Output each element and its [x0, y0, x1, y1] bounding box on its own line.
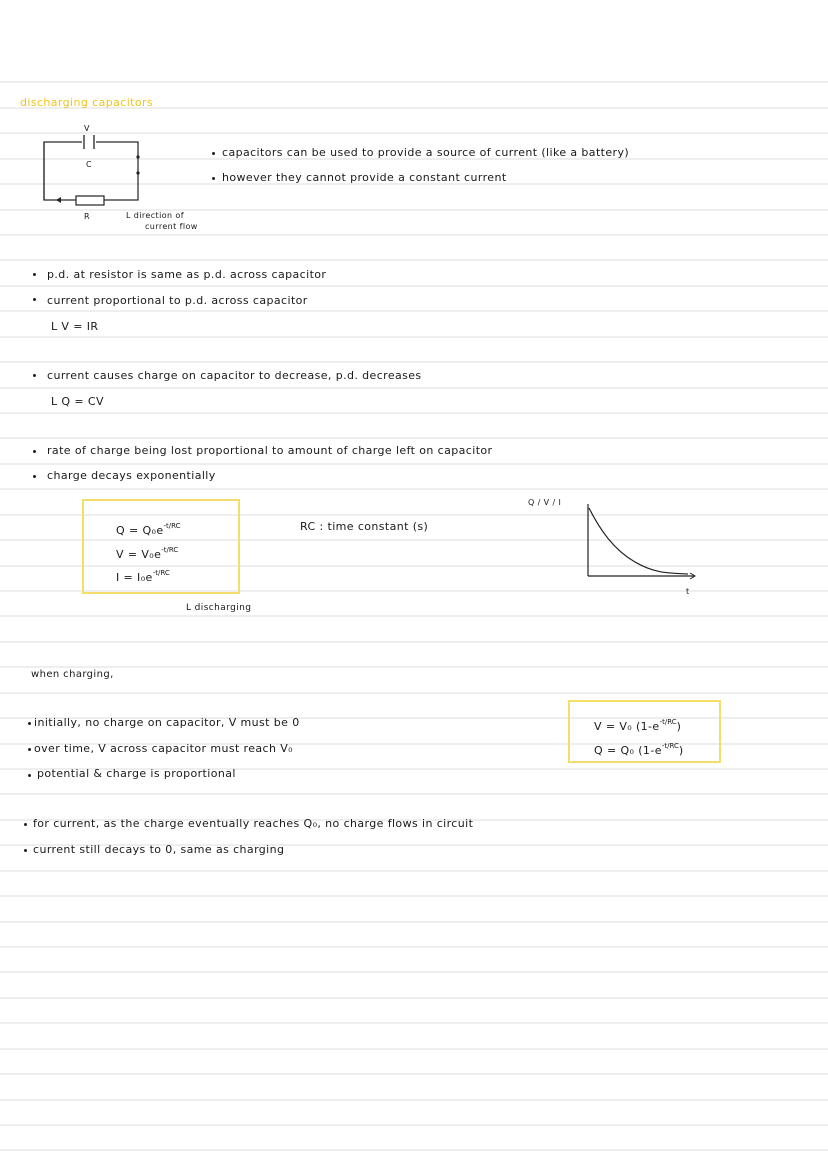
switch-node	[136, 171, 139, 174]
current-note-1: for current, as the charge eventually reaches Q₀, no charge flows in circuit	[33, 817, 474, 830]
decay-graph	[580, 500, 700, 585]
bullet-dot	[33, 298, 36, 301]
time-constant-note: RC : time constant (s)	[300, 520, 429, 533]
note-ohm: L V = IR	[51, 320, 99, 333]
charging-bullet-3: potential & charge is proportional	[37, 767, 236, 780]
bullet-dot	[33, 450, 36, 453]
decay-curve	[589, 508, 688, 574]
intro-bullet-2: however they cannot provide a constant current	[222, 171, 507, 184]
graph-y-label: Q / V / I	[528, 498, 562, 507]
bullet-dot	[212, 152, 215, 155]
equation-q: $Q = Q_0e^{-t/RC}$	[116, 522, 181, 537]
charging-equation-q: Q = Q₀ $(1-e^{-t/RC})$	[594, 742, 684, 757]
bullet-dot	[33, 475, 36, 478]
charging-bullet-2: over time, V across capacitor must reach V₀	[34, 742, 293, 755]
note-rate-lost: rate of charge being lost proportional to amount of charge left on capacitor	[47, 444, 493, 457]
bullet-dot	[28, 748, 31, 751]
direction-line1: L direction of	[126, 211, 184, 220]
equation-i: $I = I_0e^{-t/RC}$	[116, 569, 170, 584]
label-v: V	[84, 124, 90, 133]
note-current-prop: current proportional to p.d. across capacitor	[47, 294, 308, 307]
intro-bullet-1: capacitors can be used to provide a source of current (like a battery)	[222, 146, 630, 159]
bullet-dot	[24, 823, 27, 826]
note-qcv: L Q = CV	[51, 395, 104, 408]
resistor-symbol	[76, 196, 104, 205]
graph-x-label: t	[686, 587, 690, 596]
note-decays: charge decays exponentially	[47, 469, 216, 482]
bullet-dot	[33, 273, 36, 276]
direction-line2: current flow	[145, 222, 198, 231]
charging-equation-v: V = V₀ $(1-e^{-t/RC})$	[594, 718, 682, 733]
label-c: C	[86, 160, 92, 169]
note-current-causes: current causes charge on capacitor to decrease, p.d. decreases	[47, 369, 422, 382]
page-title: discharging capacitors	[20, 96, 154, 109]
current-note-2: current still decays to 0, same as charging	[33, 843, 285, 856]
bullet-dot	[212, 177, 215, 180]
bullet-dot	[28, 774, 31, 777]
note-pd-resistor: p.d. at resistor is same as p.d. across capacitor	[47, 268, 327, 281]
switch-node	[136, 155, 139, 158]
box-label-discharging: L discharging	[186, 603, 252, 613]
equation-v: $V = V_0e^{-t/RC}$	[116, 546, 179, 561]
charging-heading: when charging,	[31, 669, 114, 680]
bullet-dot	[33, 374, 36, 377]
current-arrow	[56, 197, 61, 203]
bullet-dot	[28, 722, 31, 725]
charging-bullet-1: initially, no charge on capacitor, V must be 0	[34, 716, 300, 729]
label-r: R	[84, 212, 90, 221]
bullet-dot	[24, 849, 27, 852]
